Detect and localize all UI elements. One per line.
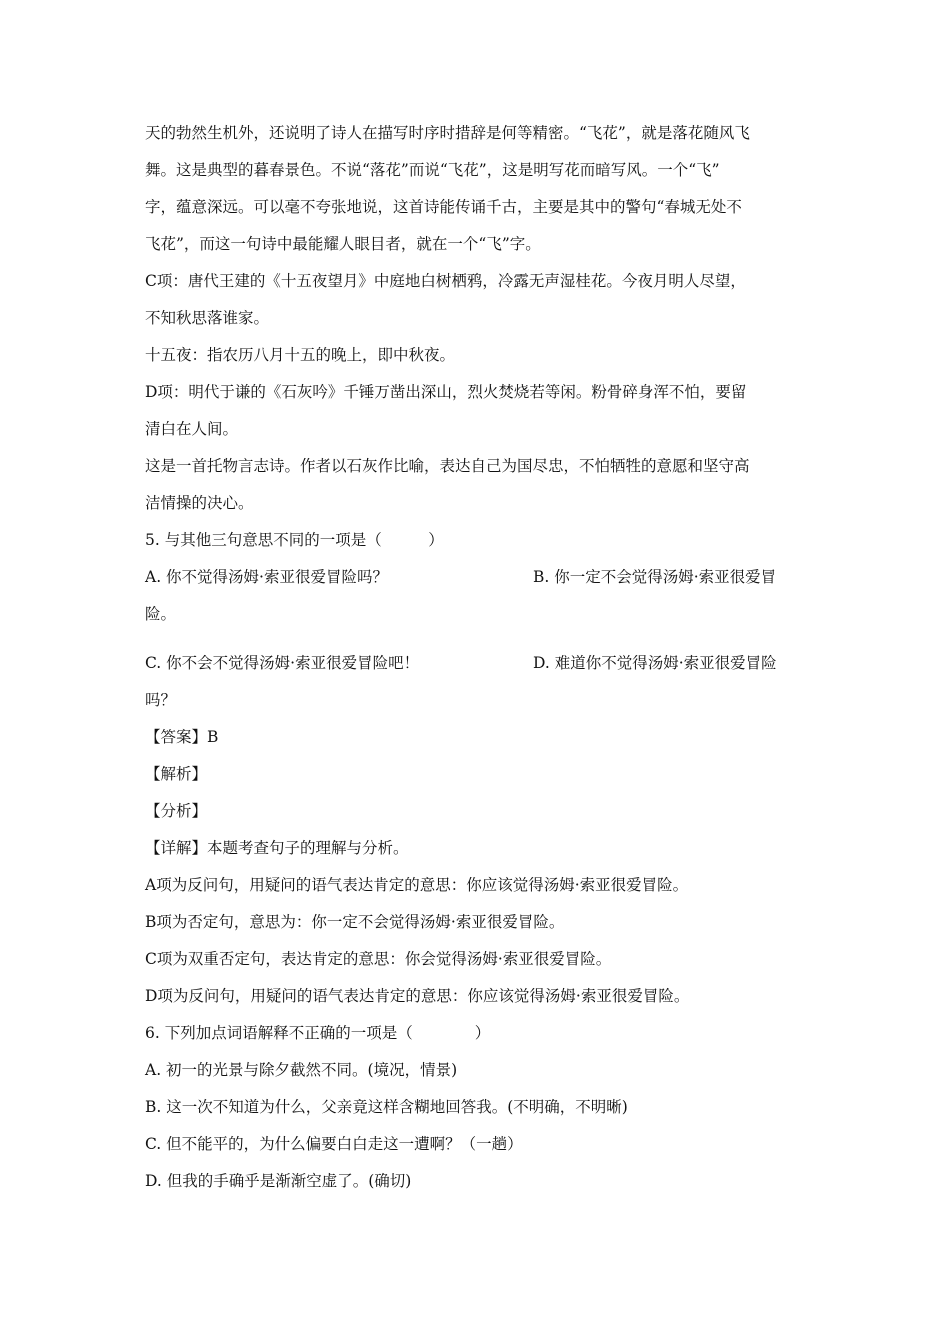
detail-label: 【详解】本题考查句子的理解与分析。 — [145, 839, 409, 857]
text-line: 飞花”，而这一句诗中最能耀人眼目者，就在一个“飞”字。 — [145, 235, 541, 253]
answer-label: 【答案】B — [145, 728, 219, 746]
question-6-option-b: B. 这一次不知道为什么，父亲竟这样含糊地回答我。(不明确，不明晰) — [145, 1098, 628, 1116]
question-5-option-b-continued: 险。 — [145, 605, 177, 623]
question-5-options-row-2 — [145, 645, 815, 682]
text-line: C项：唐代王建的《十五夜望月》中庭地白树栖鸦，冷露无声湿桂花。今夜月明人尽望， — [145, 272, 746, 290]
fenxi-label: 【分析】 — [145, 802, 208, 820]
question-5-options-row-1 — [145, 559, 815, 596]
text-line: D项：明代于谦的《石灰吟》千锤万凿出深山，烈火焚烧若等闲。粉骨碎身浑不怕，要留 — [145, 383, 747, 401]
question-5-option-b: B. 你一定不会觉得汤姆·索亚很爱冒 — [533, 568, 777, 586]
document-page — [145, 115, 815, 1200]
text-line: 天的勃然生机外，还说明了诗人在描写时序时措辞是何等精密。“飞花”，就是落花随风飞 — [145, 124, 750, 142]
question-6-option-a: A. 初一的光景与除夕截然不同。(境况，情景) — [145, 1061, 458, 1079]
explain-line: A项为反问句，用疑问的语气表达肯定的意思：你应该觉得汤姆·索亚很爱冒险。 — [145, 876, 689, 894]
question-5-option-c: C. 你不会不觉得汤姆·索亚很爱冒险吧！ — [145, 654, 420, 672]
explain-line: B项为否定句，意思为：你一定不会觉得汤姆·索亚很爱冒险。 — [145, 913, 565, 931]
question-5-stem: 5. 与其他三句意思不同的一项是（ ） — [145, 531, 444, 549]
question-5-option-a: A. 你不觉得汤姆·索亚很爱冒险吗？ — [145, 568, 388, 586]
explain-line: D项为反问句，用疑问的语气表达肯定的意思：你应该觉得汤姆·索亚很爱冒险。 — [145, 987, 690, 1005]
explain-line: C项为双重否定句，表达肯定的意思：你会觉得汤姆·索亚很爱冒险。 — [145, 950, 612, 968]
text-line: 这是一首托物言志诗。作者以石灰作比喻，表达自己为国尽忠，不怕牺牲的意愿和坚守高 — [145, 457, 750, 475]
text-line: 字，蕴意深远。可以毫不夸张地说，这首诗能传诵千古，主要是其中的警句“春城无处不 — [145, 198, 742, 216]
text-line: 洁情操的决心。 — [145, 494, 254, 512]
question-6-option-d: D. 但我的手确乎是渐渐空虚了。(确切) — [145, 1172, 412, 1190]
text-line: 十五夜：指农历八月十五的晚上，即中秋夜。 — [145, 346, 456, 364]
text-line: 清白在人间。 — [145, 420, 239, 438]
text-line: 不知秋思落谁家。 — [145, 309, 270, 327]
question-5-option-d-continued: 吗？ — [145, 691, 177, 709]
analysis-label: 【解析】 — [145, 765, 208, 783]
spacer — [145, 633, 815, 645]
question-5-option-d: D. 难道你不觉得汤姆·索亚很爱冒险 — [533, 654, 777, 672]
question-6-option-c: C. 但不能平的，为什么偏要白白走这一遭啊？（一趟） — [145, 1135, 523, 1153]
question-6-stem: 6. 下列加点词语解释不正确的一项是（ ） — [145, 1024, 491, 1042]
text-line: 舞。这是典型的暮春景色。不说“落花”而说“飞花”，这是明写花而暗写风。一个“飞” — [145, 161, 720, 179]
